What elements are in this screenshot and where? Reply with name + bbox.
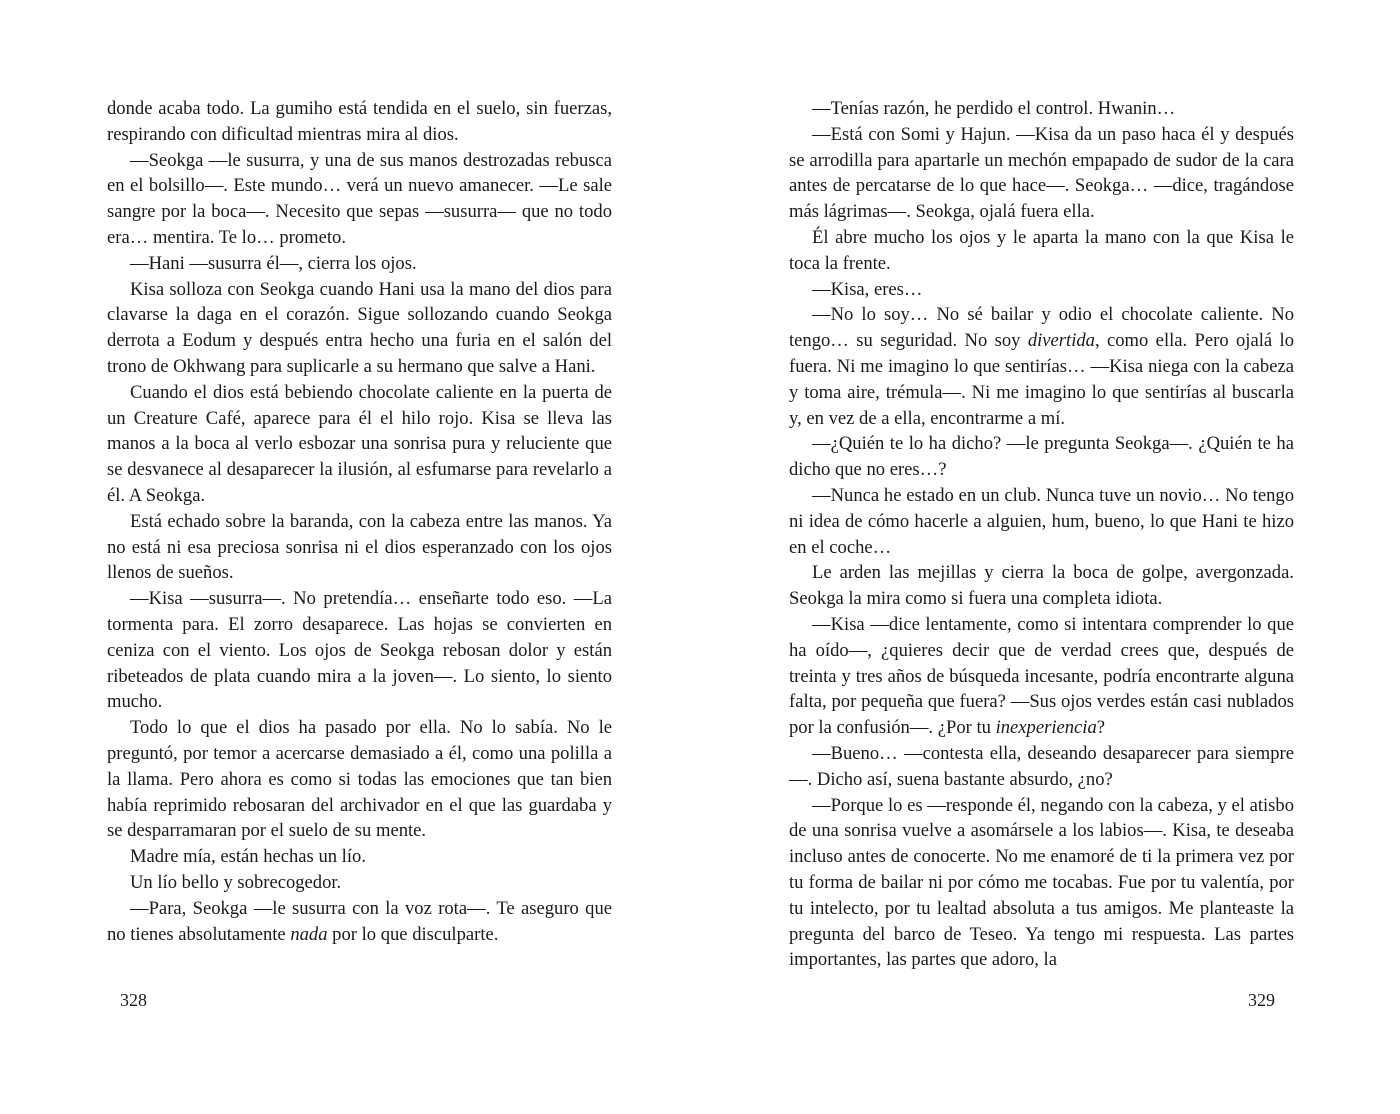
paragraph: —Seokga —le susurra, y una de sus manos destrozadas rebusca en el bolsillo—. Este mundo… verá un nuevo amanecer. —Le sale sangre por la boca—. Necesito que sepas —susurra— que no todo era… mentira. Te lo… prometo. [107, 149, 612, 248]
paragraph: —Hani —susurra él—, cierra los ojos. [130, 252, 417, 274]
paragraph: —Nunca he estado en un club. Nunca tuve un novio… No tengo ni idea de cómo hacerle a alguien, hum, bueno, lo que Hani te hizo en el coche… [789, 484, 1294, 558]
left-page-text [107, 96, 612, 947]
paragraph: —No lo soy… No sé bailar y odio el chocolate caliente. No tengo… su seguridad. No soy divertida, como ella. Pero ojalá lo fuera. Ni me imagino lo que sentirías… —Kisa niega con la cabeza y toma aire, trémula—. Ni me imagino lo que sentirías al buscarla y, en vez de a ella, encontrarme a mí. [789, 304, 1294, 429]
paragraph: —Tenías razón, he perdido el control. Hwanin… [812, 98, 1176, 119]
page-number-left: 328 [120, 990, 147, 1010]
paragraph: —Para, Seokga —le susurra con la voz rota—. Te aseguro que no tienes absolutamente nada por lo que disculparte. [107, 897, 612, 945]
paragraph: Un lío bello y sobrecogedor. [130, 871, 342, 893]
page-number-right: 329 [1248, 990, 1275, 1010]
paragraph: donde acaba todo. La gumiho está tendida en el suelo, sin fuerzas, respirando con dificultad mientras mira al dios. [107, 98, 612, 145]
paragraph: —Porque lo es —responde él, negando con la cabeza, y el atisbo de una sonrisa vuelve a asomársele a los labios—. Kisa, te deseaba incluso antes de conocerte. No me enamoré de ti la primera vez por tu forma de bailar ni por cómo me tocabas. Fue por tu valentía, por tu intelecto, por tu lealtad absoluta a tus amigos. Me planteaste la pregunta del barco de Teseo. Ya tengo mi respuesta. Las partes importantes, las partes que adoro, la [789, 794, 1294, 971]
emphasis: inexperiencia [995, 717, 1097, 739]
paragraph: Está echado sobre la baranda, con la cabeza entre las manos. Ya no está ni esa preciosa sonrisa ni el dios esperanzado con los ojos llenos de sueños. [107, 510, 612, 584]
paragraph: —Está con Somi y Hajun. —Kisa da un paso haca él y después se arrodilla para apartarle un mechón empapado de sudor de la cara antes de percatarse de lo que hace—. Seokga… —dice, tragándose más lágrimas—. Seokga, ojalá fuera ella. [789, 123, 1294, 223]
paragraph: —Bueno… —contesta ella, deseando desaparecer para siempre—. Dicho así, suena bastante absurdo, ¿no? [789, 742, 1294, 790]
right-page-text [789, 96, 1294, 973]
paragraph: —Kisa —susurra—. No pretendía… enseñarte todo eso. —La tormenta para. El zorro desaparece. Las hojas se convierten en ceniza con el viento. Los ojos de Seokga rebosan dolor y están ribeteados de plata cuando mira a la joven—. Lo siento, lo siento mucho. [107, 588, 612, 713]
paragraph: Le arden las mejillas y cierra la boca de golpe, avergonzada. Seokga la mira como si fuera una completa idiota. [789, 562, 1294, 610]
paragraph: Él abre mucho los ojos y le aparta la mano con la que Kisa le toca la frente. [789, 226, 1294, 274]
emphasis: nada [290, 923, 328, 945]
paragraph: Madre mía, están hechas un lío. [130, 846, 366, 868]
paragraph: Kisa solloza con Seokga cuando Hani usa la mano del dios para clavarse la daga en el corazón. Sigue sollozando cuando Seokga derrota a Eodum y después entra hecho una furia en el salón del trono de Okhwang para suplicarle a su hermano que salve a Hani. [107, 278, 612, 377]
paragraph: Cuando el dios está bebiendo chocolate caliente en la puerta de un Creature Café, aparece para él el hilo rojo. Kisa se lleva las manos a la boca al verlo esbozar una sonrisa pura y reluciente que se desvanece al desaparecer la ilusión, al esfumarse para revelarlo a él. A Seokga. [107, 381, 612, 506]
emphasis: divertida [1027, 330, 1095, 352]
paragraph: —Kisa, eres… [812, 278, 923, 300]
paragraph: —¿Quién te lo ha dicho? —le pregunta Seokga—. ¿Quién te ha dicho que no eres…? [789, 433, 1294, 481]
paragraph: —Kisa —dice lentamente, como si intentara comprender lo que ha oído—, ¿quieres decir que de verdad crees que, después de treinta y tres años de búsqueda incesante, podría encontrarte alguna falta, por pequeña que fuera? —Sus ojos verdes están casi nublados por la confusión—. ¿Por tu inexperiencia? [789, 613, 1294, 739]
paragraph: Todo lo que el dios ha pasado por ella. No lo sabía. No le preguntó, por temor a acercarse demasiado a él, como una polilla a la llama. Pero ahora es como si todas las emociones que tan bien había reprimido rebosaran del archivador en el que las guardaba y se desparramaran por el suelo de su mente. [107, 717, 612, 842]
